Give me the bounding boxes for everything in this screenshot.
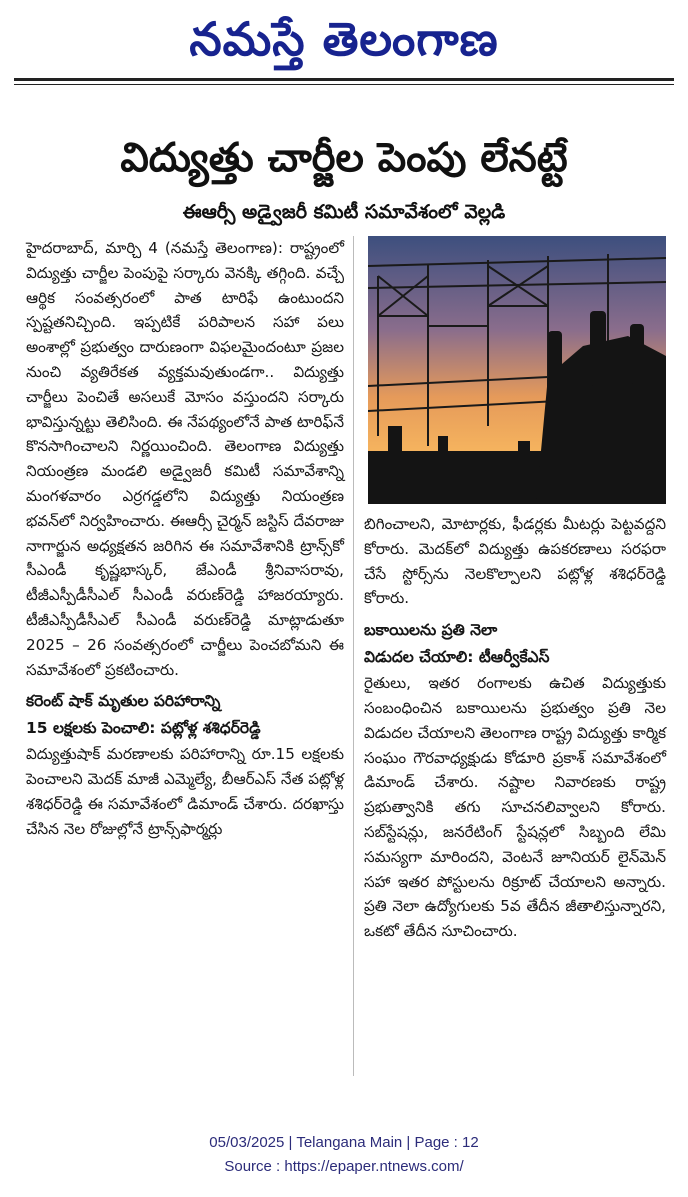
newspaper-masthead: నమస్తే తెలంగాణ <box>189 12 499 66</box>
article-headline: విద్యుత్తు చార్జీల పెంపు లేనట్టే <box>120 135 568 181</box>
article-paragraph: బిగించాలని, మోటార్లకు, ఫీడర్లకు మీటర్లు పెట్టవద్దని కోరారు. మెదక్‌లో విద్యుత్తు ఉపకరణాలు సరఫరా చేసే స్టోర్స్‌ను నెలకొల్పాలని పట్లోళ్ల శశిధర్‌రెడ్డి కోరారు. <box>364 515 666 608</box>
article-paragraph: రైతులు, ఇతర రంగాలకు ఉచిత విద్యుత్తుకు సంబంధించిన బకాయిలను ప్రభుత్వం ప్రతి నెల విడుదల చేయాలని తెలంగాణ రాష్ట్ర విద్యుత్తు కార్మిక సంఘం గౌరవాధ్యక్షుడు కోడూరి ప్రకాశ్ సమావేశంలో డిమాండ్ చేశారు. నష్టాల నివారణకు రాష్ట్ర ప్రభుత్వానికి తగు సూచనలివ్వాలని కోరారు. సబ్‌స్టేషన్లు, జనరేటింగ్ స్టేషన్లలో సిబ్బంది లేమి సమస్యగా మారిందని, వెంటనే జూనియర్ లైన్‌మెన్ సహా ఇతర పోస్టులను రిక్రూట్ చేయాలని అన్నారు. ప్రతి నెలా ఉద్యోగులకు 5వ తేదీన జీతాలిస్తున్నారని, ఒకటో తేదీన సూచించారు. <box>364 674 666 941</box>
article-paragraph: హైదరాబాద్, మార్చి 4 (నమస్తే తెలంగాణ): రాష్ట్రంలో విద్యుత్తు చార్జీల పెంపుపై సర్కారు వెనక్కి తగ్గింది. వచ్చే ఆర్థిక సంవత్సరంలో పాత టారిఫే ఉంటుందని స్పష్టతనిచ్చింది. ఇప్పటికే పరిపాలన సహా పలు అంశాల్లో ప్రభుత్వం దారుణంగా విఫలమైందంటూ ప్రజల నుంచి వ్యతిరేకత వ్యక్తమవుతుండగా.. విద్యుత్తు చార్జీలు పెంచితే అసలుకే మోసం వస్తుందని సర్కారు భావిస్తున్నట్టు తెలిసింది. ఈ నేపథ్యంలోనే పాత టారిఫ్‌నే కొనసాగించాలని నిర్ణయించింది. తెలంగాణ విద్యుత్తు నియంత్రణ మండలి అడ్వైజరీ కమిటీ సమావేశాన్ని మంగళవారం ఎర్రగడ్డలోని విద్యుత్తు నియంత్రణ భవన్‌లో నిర్వహించారు. ఈఆర్సీ చైర్మన్ జస్టిస్ దేవరాజు నాగార్జున అధ్యక్షతన జరిగిన ఈ సమావేశానికి ట్రాన్స్‌కో సీఎండీ కృష్ణభాస్కర్, జేఎండీ శ్రీనివాసరావు, టీజీఎస్పీడీసీఎల్ సీఎండీ వరుణ్‌రెడ్డి హాజరయ్యారు. టీజీఎస్పీడీసీఎల్ సీఎండీ వరుణ్‌రెడ్డి మాట్లాడుతూ 2025 – 26 సంవత్సరంలో చార్జీలు పెంచబోమని ఈ సమావేశంలో ప్రకటించారు. <box>26 239 344 679</box>
masthead-rule <box>14 78 674 81</box>
article-right-column <box>364 512 666 944</box>
footer-dateline: 05/03/2025 | Telangana Main | Page : 12 <box>209 1134 479 1151</box>
column-divider <box>353 236 354 1076</box>
substation-photo <box>368 236 666 504</box>
footer-source: Source : https://epaper.ntnews.com/ <box>224 1158 464 1175</box>
article-paragraph: విద్యుత్తుషాక్ మరణాలకు పరిహారాన్ని రూ.15 లక్షలకు పెంచాలని మెదక్ మాజీ ఎమ్మెల్యే, బీఆర్‌ఎస్ నేత పట్లోళ్ల శశిధర్‌రెడ్డి ఈ సమావేశంలో డిమాండ్ చేశారు. దరఖాస్తు చేసిన నెల రోజుల్లోనే ట్రాన్స్‌ఫార్మర్లు <box>26 745 344 838</box>
article-subheadline: ఈఆర్సీ అడ్వైజరీ కమిటీ సమావేశంలో వెల్లడి <box>182 201 506 223</box>
masthead-rule-thin <box>14 84 674 85</box>
section-subheading: బకాయిలను ప్రతి నెలా <box>364 621 498 640</box>
article-left-column <box>26 236 344 842</box>
section-subheading: విడుదల చేయాలి: టీఆర్వీకేఎస్ <box>364 648 550 667</box>
section-subheading: 15 లక్షలకు పెంచాలి: పట్లోళ్ల శశిధర్‌రెడ్డి <box>26 719 261 738</box>
section-subheading: కరెంట్ షాక్ మృతుల పరిహారాన్ని <box>26 692 221 711</box>
